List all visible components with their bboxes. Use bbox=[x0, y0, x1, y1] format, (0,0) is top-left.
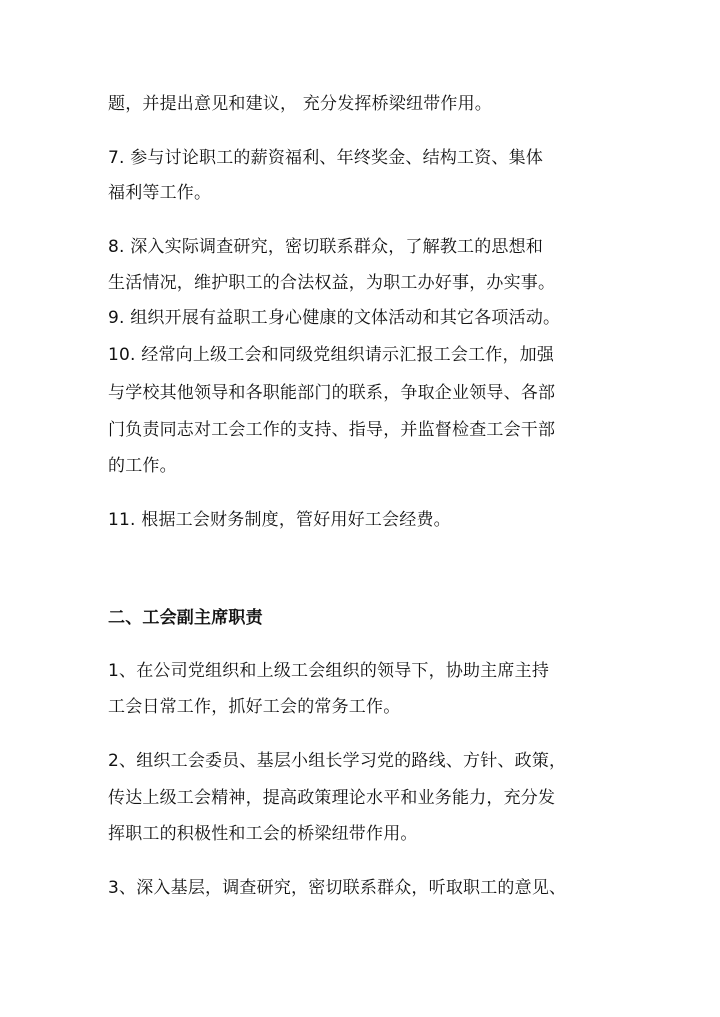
list-item-10-line-3: 门负责同志对工会工作的支持、指导，并监督检查工会干部 bbox=[108, 420, 556, 440]
duty-item-3-line-1: 3、深入基层，调查研究，密切联系群众，听取职工的意见、 bbox=[108, 878, 567, 898]
paragraph-line: 题，并提出意见和建议， 充分发挥桥梁纽带作用。 bbox=[108, 94, 493, 114]
list-item-9: 9. 组织开展有益职工身心健康的文体活动和其它各项活动。 bbox=[108, 308, 561, 328]
list-item-7-line-2: 福利等工作。 bbox=[108, 183, 212, 203]
duty-item-2-line-3: 挥职工的积极性和工会的桥梁纽带作用。 bbox=[108, 824, 418, 844]
list-item-10-line-4: 的工作。 bbox=[108, 456, 177, 476]
duty-item-2-line-2: 传达上级工会精神，提高政策理论水平和业务能力，充分发 bbox=[108, 788, 556, 808]
list-item-7-line-1: 7. 参与讨论职工的薪资福利、年终奖金、结构工资、集体 bbox=[108, 148, 544, 168]
list-item-10-line-1: 10. 经常向上级工会和同级党组织请示汇报工会工作，加强 bbox=[108, 345, 555, 365]
list-item-8-line-2: 生活情况，维护职工的合法权益，为职工办好事，办实事。 bbox=[108, 273, 556, 293]
section-heading: 二、工会副主席职责 bbox=[108, 608, 263, 628]
duty-item-1-line-2: 工会日常工作，抓好工会的常务工作。 bbox=[108, 697, 401, 717]
list-item-11: 11. 根据工会财务制度，管好用好工会经费。 bbox=[108, 510, 451, 530]
duty-item-2-line-1: 2、组织工会委员、基层小组长学习党的路线、方针、政策， bbox=[108, 751, 567, 771]
list-item-8-line-1: 8. 深入实际调查研究，密切联系群众，了解教工的思想和 bbox=[108, 237, 544, 257]
duty-item-1-line-1: 1、在公司党组织和上级工会组织的领导下，协助主席主持 bbox=[108, 661, 550, 681]
list-item-10-line-2: 与学校其他领导和各职能部门的联系，争取企业领导、各部 bbox=[108, 383, 556, 403]
